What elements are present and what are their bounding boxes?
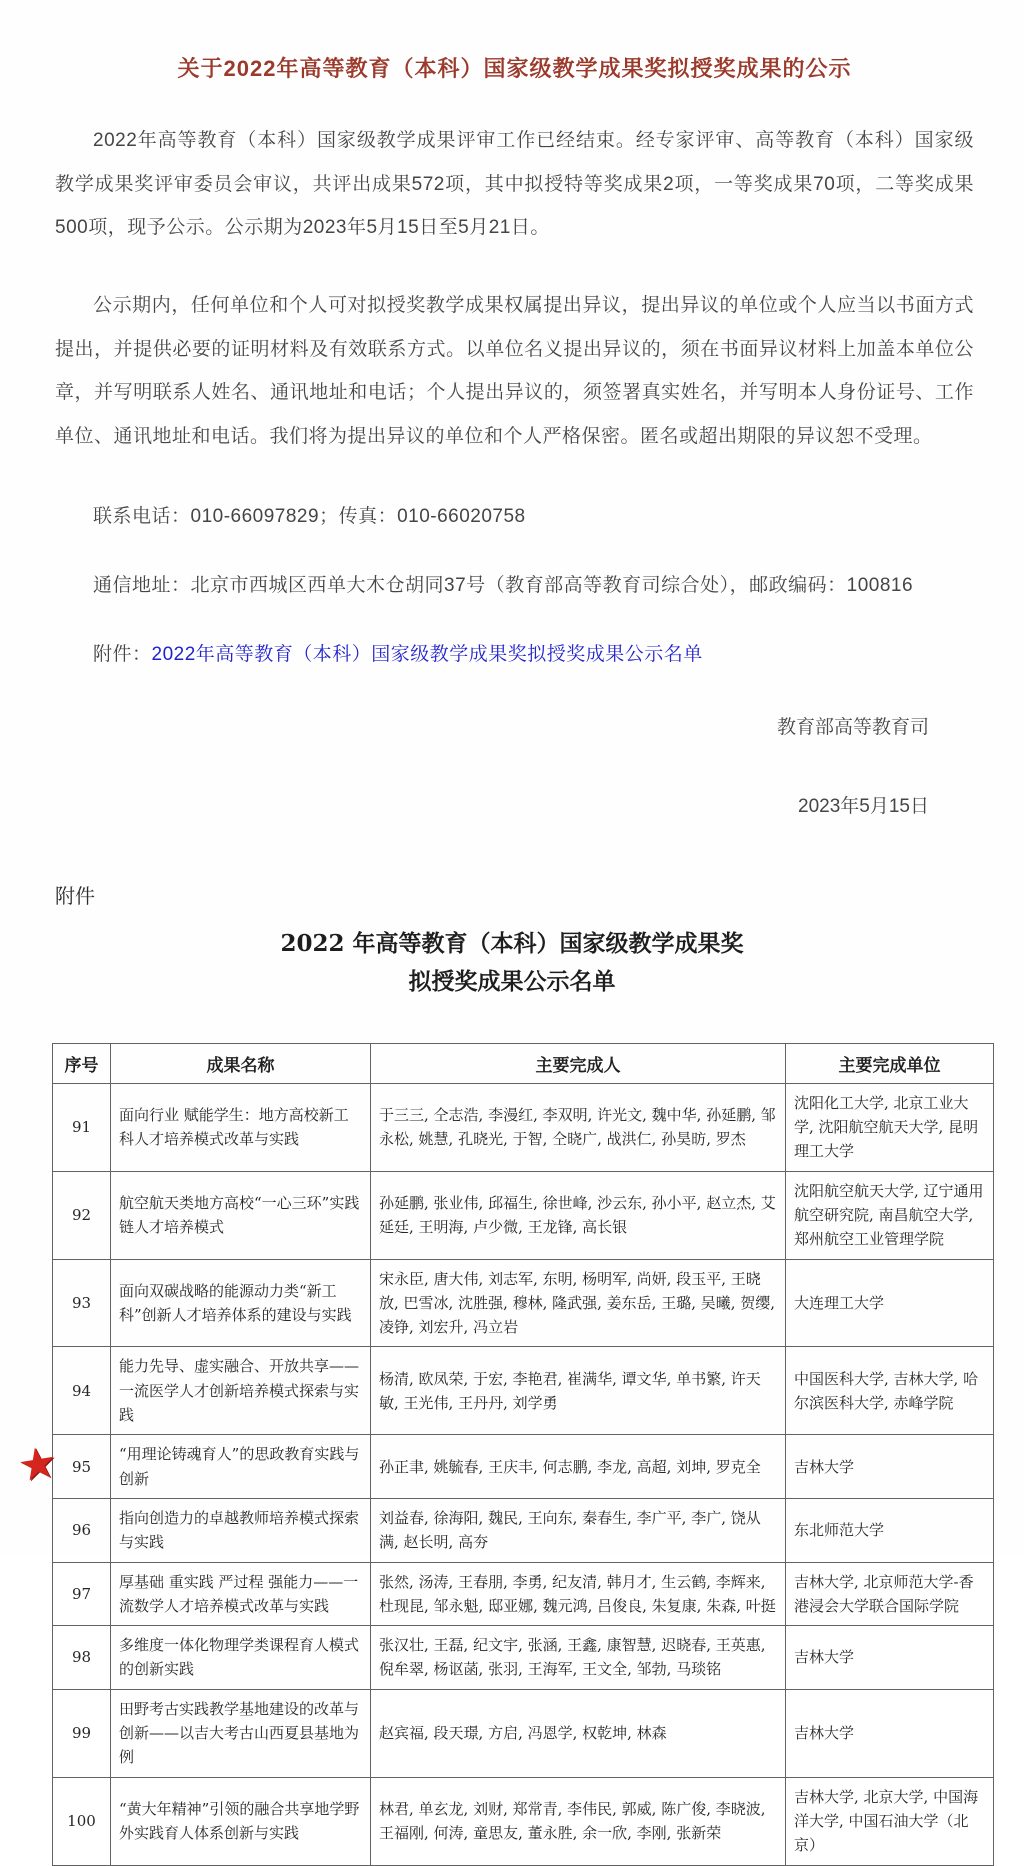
- row-main-organizations: 吉林大学: [786, 1435, 994, 1499]
- row-achievement-name: 面向双碳战略的能源动力类“新工科”创新人才培养体系的建设与实践: [111, 1259, 371, 1347]
- attachment-line: [55, 639, 974, 666]
- issue-date: 2023年5月15日: [798, 795, 929, 817]
- issuing-department: 教育部高等教育司: [776, 716, 929, 738]
- row-main-organizations: 吉林大学, 北京师范大学-香港浸会大学联合国际学院: [786, 1562, 994, 1626]
- attachment-link[interactable]: 2022年高等教育（本科）国家级教学成果奖拟授奖成果公示名单: [151, 643, 703, 665]
- appendix-section: [0, 880, 1024, 1866]
- row-main-organizations: 沈阳航空航天大学, 辽宁通用航空研究院, 南昌航空大学, 郑州航空工业管理学院: [786, 1171, 994, 1259]
- row-serial-number: 97: [53, 1562, 111, 1626]
- award-results-table: [52, 1043, 994, 1866]
- row-main-contributors: 张然, 汤涛, 王春朋, 李勇, 纪友清, 韩月才, 生云鹤, 李辉来, 杜现昆, 邹永魁, 邸亚娜, 魏元鸿, 吕俊良, 朱复康, 朱森, 叶挺: [371, 1562, 786, 1626]
- row-main-contributors: 刘益春, 徐海阳, 魏民, 王向东, 秦春生, 李广平, 李广, 饶从满, 赵长明, 高夯: [371, 1498, 786, 1562]
- row-achievement-name: “黄大年精神”引领的融合共享地学野外实践育人体系创新与实践: [111, 1777, 371, 1865]
- row-main-contributors: 杨清, 欧凤荣, 于宏, 李艳君, 崔满华, 谭文华, 单书繁, 许天敏, 王光伟, 王丹丹, 刘学勇: [371, 1347, 786, 1435]
- row-main-contributors: 于三三, 仝志浩, 李漫红, 李双明, 许光文, 魏中华, 孙延鹏, 邹永松, 姚慧, 孔晓光, 于智, 仝晓广, 战洪仁, 孙昊昉, 罗杰: [371, 1083, 786, 1171]
- row-main-contributors: 宋永臣, 唐大伟, 刘志军, 东明, 杨明军, 尚妍, 段玉平, 王晓放, 巴雪冰, 沈胜强, 穆林, 隆武强, 姜东岳, 王璐, 吴曦, 贺缨, 凌铮, 刘宏升, 冯立岩: [371, 1259, 786, 1347]
- row-serial-number: 99: [53, 1689, 111, 1777]
- header-main-contributors: 主要完成人: [371, 1043, 786, 1083]
- row-serial-number: 98: [53, 1626, 111, 1690]
- row-serial-number: 92: [53, 1171, 111, 1259]
- contact-phone-line: 联系电话：010-66097829；传真：010-66020758: [93, 505, 526, 527]
- table-row: [53, 1689, 994, 1777]
- table-row: [53, 1347, 994, 1435]
- row-serial-number: 95: [53, 1435, 111, 1499]
- page-title: 关于2022年高等教育（本科）国家级教学成果奖拟授奖成果的公示: [177, 56, 852, 81]
- header-achievement-name: 成果名称: [111, 1043, 371, 1083]
- row-achievement-name: 田野考古实践教学基地建设的改革与创新——以吉大考古山西夏县基地为例: [111, 1689, 371, 1777]
- mailing-address-line: 通信地址：北京市西城区西单大木仓胡同37号（教育部高等教育司综合处），邮政编码：100816: [93, 574, 914, 596]
- row-serial-number: 94: [53, 1347, 111, 1435]
- table-row: [53, 1083, 994, 1171]
- row-main-organizations: 吉林大学, 北京大学, 中国海洋大学, 中国石油大学（北京）: [786, 1777, 994, 1865]
- row-main-contributors: 张汉壮, 王磊, 纪文宇, 张涵, 王鑫, 康智慧, 迟晓春, 王英惠, 倪牟翠, 杨讴菡, 张羽, 王海军, 王文全, 邹勃, 马琰铭: [371, 1626, 786, 1690]
- appendix-label: 附件: [55, 885, 95, 908]
- row-serial-number: 93: [53, 1259, 111, 1347]
- row-serial-number: 100: [53, 1777, 111, 1865]
- table-row: [53, 1626, 994, 1690]
- table-row: [53, 1259, 994, 1347]
- row-main-contributors: 孙延鹏, 张业伟, 邱福生, 徐世峰, 沙云东, 孙小平, 赵立杰, 艾延廷, 王明海, 卢少微, 王龙锋, 高长银: [371, 1171, 786, 1259]
- row-main-organizations: 沈阳化工大学, 北京工业大学, 沈阳航空航天大学, 昆明理工大学: [786, 1083, 994, 1171]
- table-row: [53, 1498, 994, 1562]
- row-main-contributors: 孙正聿, 姚毓春, 王庆丰, 何志鹏, 李龙, 高超, 刘坤, 罗克全: [371, 1435, 786, 1499]
- attachment-label: 附件：: [93, 643, 152, 665]
- announcement-paragraph-1: 2022年高等教育（本科）国家级教学成果评审工作已经结束。经专家评审、高等教育（本科）国家级教学成果奖评审委员会审议，共评出成果572项，其中拟授特等奖成果2项，一等奖成果70项，二等奖成果500项，现予公示。公示期为2023年5月15日至5月21日。: [55, 130, 974, 239]
- header-main-organizations: 主要完成单位: [786, 1043, 994, 1083]
- row-main-organizations: 中国医科大学, 吉林大学, 哈尔滨医科大学, 赤峰学院: [786, 1347, 994, 1435]
- row-main-organizations: 吉林大学: [786, 1626, 994, 1690]
- appendix-title: [0, 925, 1024, 1001]
- announcement-section: [0, 0, 1024, 818]
- table-row: [53, 1562, 994, 1626]
- header-serial-number: 序号: [53, 1043, 111, 1083]
- row-main-organizations: 东北师范大学: [786, 1498, 994, 1562]
- row-achievement-name: 多维度一体化物理学类课程育人模式的创新实践: [111, 1626, 371, 1690]
- row-serial-number: 96: [53, 1498, 111, 1562]
- row-main-contributors: 林君, 单玄龙, 刘财, 郑常青, 李伟民, 郭威, 陈广俊, 李晓波, 王福刚, 何涛, 童思友, 董永胜, 余一欣, 李刚, 张新荣: [371, 1777, 786, 1865]
- appendix-title-line2: 拟授奖成果公示名单: [408, 967, 616, 995]
- table-row: [53, 1435, 994, 1499]
- row-main-organizations: 吉林大学: [786, 1689, 994, 1777]
- row-achievement-name: 航空航天类地方高校“一心三环”实践链人才培养模式: [111, 1171, 371, 1259]
- row-main-organizations: 大连理工大学: [786, 1259, 994, 1347]
- table-header-row: [53, 1043, 994, 1083]
- appendix-title-line1: 2022 年高等教育（本科）国家级教学成果奖: [280, 929, 744, 957]
- table-row: [53, 1171, 994, 1259]
- row-achievement-name: 能力先导、虚实融合、开放共享——一流医学人才创新培养模式探索与实践: [111, 1347, 371, 1435]
- row-achievement-name: 指向创造力的卓越教师培养模式探索与实践: [111, 1498, 371, 1562]
- row-main-contributors: 赵宾福, 段天璟, 方启, 冯恩学, 权乾坤, 林森: [371, 1689, 786, 1777]
- announcement-paragraph-2: 公示期内，任何单位和个人可对拟授奖教学成果权属提出异议，提出异议的单位或个人应当以书面方式提出，并提供必要的证明材料及有效联系方式。以单位名义提出异议的，须在书面异议材料上加盖本单位公章，并写明联系人姓名、通讯地址和电话；个人提出异议的，须签署真实姓名，并写明本人身份证号、工作单位、通讯地址和电话。我们将为提出异议的单位和个人严格保密。匿名或超出期限的异议恕不受理。: [55, 295, 974, 448]
- row-achievement-name: 厚基础 重实践 严过程 强能力——一流数学人才培养模式改革与实践: [111, 1562, 371, 1626]
- table-row: [53, 1777, 994, 1865]
- row-achievement-name: 面向行业 赋能学生：地方高校新工科人才培养模式改革与实践: [111, 1083, 371, 1171]
- row-serial-number: 91: [53, 1083, 111, 1171]
- star-icon: ★: [14, 1437, 61, 1492]
- row-achievement-name: “用理论铸魂育人”的思政教育实践与创新: [111, 1435, 371, 1499]
